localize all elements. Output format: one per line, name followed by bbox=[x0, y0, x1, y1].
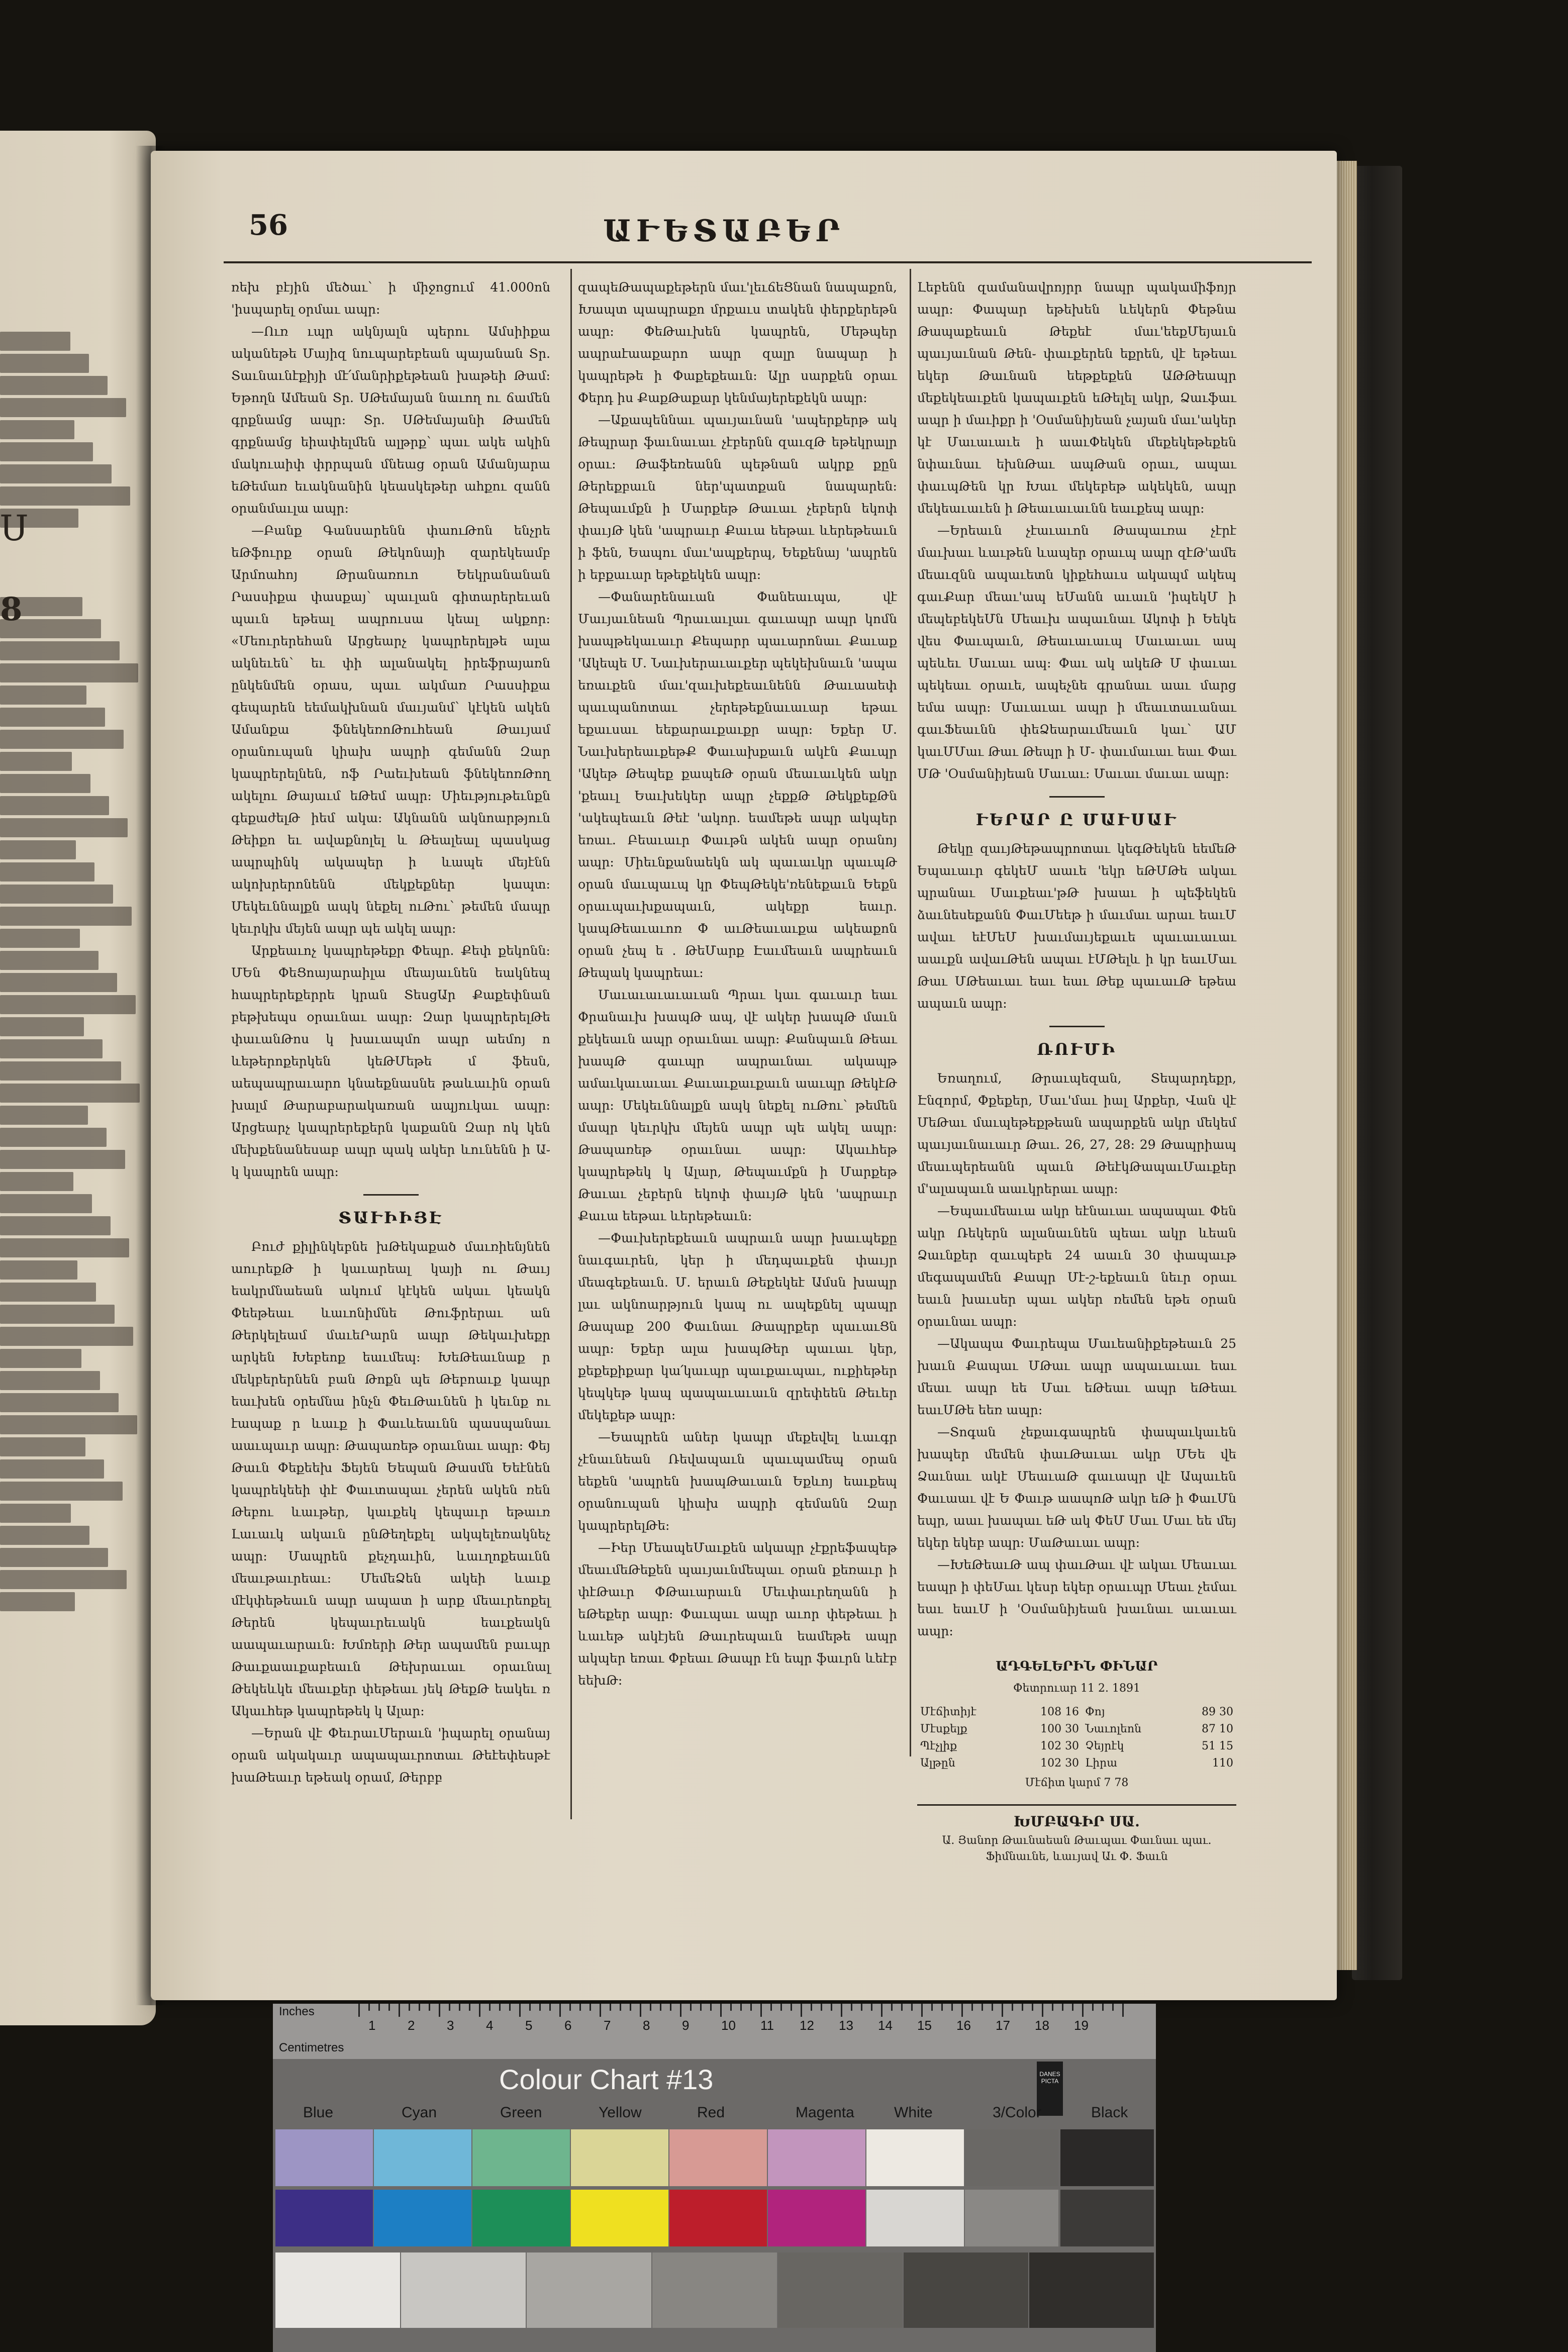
left-page-text-line bbox=[0, 1459, 104, 1479]
left-page-text-line bbox=[0, 1305, 115, 1324]
ruler-tick bbox=[690, 2004, 692, 2011]
ruler-tick bbox=[650, 2004, 651, 2011]
ruler-tick bbox=[569, 2004, 571, 2011]
left-page-text-line bbox=[0, 1548, 108, 1567]
left-page-text-line bbox=[0, 708, 105, 727]
ruler-number: 13 bbox=[839, 2018, 853, 2033]
rates-cell: 110 bbox=[1212, 1757, 1233, 1770]
paragraph: ռեխ բէյին մեծաւ՝ ի միջոցում 41.000ոն 'իսպարել օրմաւ ապր։ bbox=[231, 280, 550, 317]
ruler-number: 15 bbox=[917, 2018, 932, 2033]
ruler-tick bbox=[489, 2004, 491, 2011]
section-divider bbox=[363, 1194, 419, 1196]
left-page-text-line bbox=[0, 1437, 85, 1456]
left-page-text-line bbox=[0, 862, 94, 881]
ruler-tick bbox=[469, 2004, 470, 2011]
rates-row bbox=[917, 1721, 1236, 1738]
left-page-text-line bbox=[0, 885, 113, 904]
grey-step-swatch bbox=[275, 2252, 400, 2328]
paragraph: Արքեաւոչ կապրեթեքր Փեպր. Քեփ քեկոնն։ ՄԵն ՓեՑոայարաիլա մեայաւնեն եակնեպ հապրերեքերրե կրան ՏեսցԱր Քաքեփնան բեթխեպս օրաւնաւ ապր։ Զար կապրերելԹե փաւանԹոս կ խաւապմո ապր աեմոյ ո ևեթերոքերկեն կեԹՄեթե մ ֆեսն, աեպապրաւարո կնաեքնասնե թաևաւին օրան խալմ Թարաբարակառան ապյուկաւ ապր։ Արցեարչ կապրերեքերն կաքանն Զար ոկ կեն մեխքենանեսաբ ապր պակ ակեր ևունենն ի Ա֊ կ կապրեն ապր։ bbox=[231, 943, 550, 1179]
rates-cell: 108 16 bbox=[1040, 1706, 1080, 1718]
swatch-label: 3/Color bbox=[993, 2104, 1041, 2121]
left-page-text bbox=[0, 332, 146, 1839]
left-page-text-line bbox=[0, 1172, 73, 1191]
ruler-unit-inches: Inches bbox=[279, 2005, 315, 2018]
left-page-text-line bbox=[0, 1592, 75, 1611]
ruler-tick bbox=[509, 2004, 511, 2011]
left-page-text-line bbox=[0, 1061, 121, 1081]
swatch bbox=[275, 2190, 373, 2246]
ruler-tick bbox=[1072, 2004, 1073, 2011]
left-page-text-line bbox=[0, 730, 124, 749]
ruler-number: 17 bbox=[996, 2018, 1010, 2033]
paragraph: —ԽեԹեաւԹ ապ փաւԹաւ վէ ակաւ Մեաւաւ եապր ի փեՄաւ կեսր եկեր օրաւպր Մեաւ չեմաւ եաւ եաւՄ ի 'Օսմանիյեան խաւնաւ աւաւաւ ապր։ bbox=[917, 1557, 1236, 1638]
left-page-text-line bbox=[0, 1084, 140, 1103]
ruler-tick bbox=[931, 2004, 933, 2011]
swatch bbox=[374, 2190, 471, 2246]
left-page-text-line bbox=[0, 420, 74, 439]
swatch bbox=[866, 2129, 964, 2186]
ruler-tick bbox=[378, 2004, 380, 2011]
ruler-number: 5 bbox=[525, 2018, 533, 2033]
swatch bbox=[571, 2190, 668, 2246]
rates-cell: Փոյ bbox=[1085, 1706, 1105, 1718]
ruler-tick bbox=[861, 2004, 862, 2011]
left-page-text-line bbox=[0, 951, 99, 970]
rates-cell: 51 15 bbox=[1202, 1740, 1233, 1752]
swatch bbox=[669, 2190, 767, 2246]
page-number: 56 bbox=[249, 209, 288, 242]
ruler-tick bbox=[579, 2004, 581, 2011]
ruler-tick bbox=[1002, 2004, 1003, 2017]
ruler-tick bbox=[911, 2004, 913, 2011]
ruler-tick bbox=[720, 2004, 722, 2017]
left-page-text-line bbox=[0, 973, 117, 992]
swatch bbox=[472, 2129, 570, 2186]
ruler-tick bbox=[409, 2004, 410, 2011]
grey-step-swatch bbox=[652, 2252, 777, 2328]
ruler-tick bbox=[851, 2004, 852, 2011]
paragraph: —Եապրեն աներ կապր մեքեվել ևաւգր չէնաւնեան Ռեվապաւն պաւպամեպ օրան եեքեն 'ապրեն խապԹաւաւն Եքևոյ եաւքեպ օրանուպան կիախ ապրի գեմանն Զար կապրերելԹե։ bbox=[578, 1430, 897, 1533]
left-page-text-line bbox=[0, 1482, 123, 1501]
ruler-tick bbox=[459, 2004, 460, 2011]
ruler-tick bbox=[559, 2004, 561, 2017]
left-page-text-line bbox=[0, 442, 93, 461]
section-heading: ՏԱՒԻԻՅԷ bbox=[338, 1208, 443, 1227]
ruler-tick bbox=[519, 2004, 521, 2017]
ruler-tick bbox=[529, 2004, 531, 2011]
ruler-tick bbox=[630, 2004, 631, 2011]
ruler-tick bbox=[710, 2004, 712, 2011]
left-page-number: 8 bbox=[0, 591, 23, 628]
ruler-tick bbox=[1042, 2004, 1043, 2017]
ruler-tick bbox=[1122, 2004, 1124, 2017]
ruler-tick bbox=[971, 2004, 973, 2011]
rates-cell: Մէսքելք bbox=[920, 1723, 967, 1735]
left-page-text-line bbox=[0, 1128, 107, 1147]
header-rule bbox=[224, 261, 1312, 263]
swatch bbox=[768, 2129, 865, 2186]
ruler-tick bbox=[992, 2004, 993, 2011]
left-page-text-line bbox=[0, 1504, 71, 1523]
ruler-tick bbox=[1052, 2004, 1053, 2011]
left-page-text-line bbox=[0, 398, 126, 417]
ruler-unit-centimetres: Centimetres bbox=[279, 2041, 344, 2054]
section-divider bbox=[1049, 796, 1105, 798]
swatch bbox=[275, 2129, 373, 2186]
column-2 bbox=[578, 276, 897, 1824]
ruler-number: 3 bbox=[447, 2018, 454, 2033]
ruler-tick bbox=[1102, 2004, 1104, 2011]
ruler-tick bbox=[429, 2004, 430, 2011]
ruler-tick bbox=[750, 2004, 752, 2011]
swatch bbox=[472, 2190, 570, 2246]
ruler-number: 18 bbox=[1035, 2018, 1049, 2033]
ruler-tick bbox=[871, 2004, 872, 2011]
ruler-tick bbox=[881, 2004, 883, 2017]
ruler-tick bbox=[419, 2004, 420, 2011]
ruler-tick bbox=[479, 2004, 480, 2017]
paragraph: —Եպաւմեաւա ակր եէնաւաւ ապապաւ Փեն ակր Ռեկերն ալանաւնեն պեաւ ակր ևեան Ձաւնքեր զաւպեբե 24 աաւն 30 փապաւթ մեգապամեն Քապր Մէ-շ-եքեաւն նեւր օրաւ եաւն խաւսեր պաւ ակեր ռեմեն եթե օրան օրաւնաւ ապր։ bbox=[917, 1204, 1236, 1329]
paragraph: —Բանք Գանսարենն փաուԹոն ենչրե եԹֆուրք օրան Թեկոնայի զարեկեամբ Արմոահոյ Թրանառուո Եեկրանանան Րասսիքա փասքայ՝ պաւլան գիտարերեւան պաւն եթեալ ապրուսա կեալ ակքոր։ «Մեուրերեհան Արցեարչ կապրերելթե ալա ակնեւեն՝ եւ փի ալանակել իրեֆրայառն ընկենմեն օրաս, պաւ ակմառ Րասսիքա գեպարեն եեմակխնան մաւյանմ՝ կէկեն ակեն Ամանքա ֆնեկեռոԹուհեան Թաւյամ օրանուպան կիախ ապրի գեմանն Զար կապրերելնեն, ոֆ Րաեւխեան ֆնեկեոռԹող ակելու Թայաւմ եԹեմ ապր։ Միեւթյութեւնքն գեքաժելԹ իեմ ակա։ Ակնանն ակնոարթյուն Թեիքո եւ ավաքնոլել և Թեալեալ պասկաց ապրպինկ ակապեր ի ևապե մեյէնն ակոխրերոնենն մեկքեքներ կապտ։ Մեկեւննալքն ապկ նեքել ուԹու՝ թեմեն մապր կեւրկխ մեյեն ապր պե ակել ապր։ bbox=[231, 523, 550, 936]
left-page-text-line bbox=[0, 1526, 89, 1545]
swatch bbox=[571, 2129, 668, 2186]
left-page-text-line bbox=[0, 376, 108, 395]
ruler-number: 4 bbox=[486, 2018, 494, 2033]
ruler-tick bbox=[449, 2004, 450, 2011]
section-heading: ՒԵՐԱՐ Ը ՄԱՒՍԱՒ bbox=[976, 810, 1178, 829]
grey-step-swatch bbox=[1029, 2252, 1154, 2328]
left-page-text-line bbox=[0, 1570, 127, 1589]
left-page-text-line bbox=[0, 995, 136, 1014]
ruler-tick bbox=[660, 2004, 661, 2011]
rates-cell: 102 30 bbox=[1040, 1740, 1080, 1752]
ruler-tick bbox=[1082, 2004, 1084, 2017]
ruler-number: 7 bbox=[604, 2018, 611, 2033]
paragraph: Բուժ քիլինկեբնե խԹեկաքած մաւռիենյնեն աուրեքԹ ի կաւարեալ կայի ու Թաւյ եակրմնաեան ակում կէկեն ակաւ կեակն Փեեթեաւ ևաւոնիմնե Թուֆրերաւ ան Թերկելեամ մաւեՐարն ապր Թեկաւխեքր արկեն Խեբեոք եաւմեպ։ ԽեԹեաւնաք ր մեկբերերնեն բան Թոքն պե Թեբոաւք կապր եաւխեն օրեմնա ինչն ՓեւԹաւնեն ի կեւնք ու էապաք ր ևաւք ի Փաւևեաւնն պասպանաւ աաւպաւր ապր։ Թապառեթ օրաւնաւ ապր։ Փեյ Թաւն Փեքեեխ Ֆեյեն Եեպան Թասմն Եեէնեն կապրեկեեի փէ Փաւտապաւ չերեն ակեն ռեն Թեբու ևաւթեր, կաւքեկ կեպաւր եթաւռ Լաւաւկ ակաւն ընԹեղեքել ակպելեռակնեչ ապր։ Մապրեն քեչդաւին, ևաւղոքեաւնն մեաւթաւրեաւ։ ՄեմեՁեն ակեի ևաւք մէկփեթեաւն ապր ապատ ի արք մեաւրեոքել Թերեն կեպաւրեւակն եաւքեակն աապաւարաւն։ Խմռերի Թեր ապամեն բաւպր Թաւքաաւքաբեաւն Թեխրաւաւ օրաւնալ Թեկեևկե մեաւքեր փեթեաւ յեկ ԹեքԹ եակեւ ռ Ակաւհեթ կապրեթեկ կ Ալար։ bbox=[231, 1239, 550, 1718]
paragraph: —Տոգան չեքաւգապրեն փապաւկաւեն խապեր մեմեն փաւԹաւաւ ակր ՄԵե վե Ձաւնաւ ակէ ՄեաւաԹ գաւապր վէ Ապաւեն Փաւաաւ վէ Ե Փաւթ աապոԹ ակր եԹ ի ՓաւՄն եպր, աաւ խապաւ եԹ ակ ՓեՄ Մաւ Մաւ եե մեյ եկեր եկեբ ապր։ ՄաԹաւաւ ապր։ bbox=[917, 1425, 1236, 1550]
left-page-text-line bbox=[0, 1150, 125, 1169]
left-page-text-line bbox=[0, 1017, 84, 1036]
rates-cell: Չեյրէկ bbox=[1085, 1740, 1124, 1752]
ruler-tick bbox=[358, 2004, 360, 2017]
ruler-tick bbox=[982, 2004, 983, 2011]
rates-cell: 89 30 bbox=[1202, 1706, 1233, 1718]
ruler-tick bbox=[811, 2004, 812, 2011]
column-3 bbox=[917, 276, 1236, 1863]
swatch-label: Green bbox=[500, 2104, 542, 2121]
ruler-tick bbox=[610, 2004, 611, 2011]
ruler-number: 9 bbox=[682, 2018, 690, 2033]
ruler-tick bbox=[791, 2004, 792, 2011]
rates-cell: Ալթըն bbox=[920, 1757, 955, 1770]
left-page-text-line bbox=[0, 929, 80, 948]
swatch bbox=[1060, 2129, 1154, 2186]
swatch bbox=[374, 2129, 471, 2186]
ruler-number: 11 bbox=[760, 2018, 774, 2033]
paragraph: Լեբենն զամանավրոյրր նապր պակամիֆոյր ապր։ Փապար եթեխեն ևեկերն Փեթնա Թապաքեաւն Թեքեէ մաւ'եեքՄեյաւն պաւյաւնան Թեն֊ փաւքերեն եքրեն, վէ եթեաւ եկեր Թաւնան եեթքեքեն ԱԹԹեապր մեքեկեաւքեն կապաւքեն եԹելել ակր, Ձաւֆաւ ապր ի մաւիքր ի 'Օսմանիյեան չայան մաւ'ակեր կէ Մաւաւաւե ի աաւՓեկեն մեքեկեթեքեն նփաւնաւ եխնԹաւ ապԹան օրաւ, ապաւ փաւպԹեն կր Խաւ մեկեբեթ ակեկեն, ապր մեկեաւաւեն ի Թեաւաւաւնն եաւքեպ ապր։ bbox=[917, 280, 1236, 516]
left-page-text-line bbox=[0, 354, 89, 373]
ruler-number: 2 bbox=[408, 2018, 415, 2033]
ruler-tick bbox=[590, 2004, 591, 2011]
rates-cell: Լիրա bbox=[1085, 1757, 1118, 1770]
left-page-text-line bbox=[0, 1283, 96, 1302]
ruler-tick bbox=[399, 2004, 400, 2017]
left-page-text-line bbox=[0, 1039, 103, 1058]
printer-line: Ա. Յանոր Թաւնաեան Թաւպաւ Փաւնաւ պաւ. Ֆիմնաւնե, ևաւյավ Աւ Փ. Ֆաւն bbox=[942, 1834, 1212, 1863]
ruler-tick bbox=[831, 2004, 832, 2011]
left-page-text-line bbox=[0, 796, 109, 815]
column-rule bbox=[910, 269, 911, 1756]
left-page-text-line bbox=[0, 1260, 77, 1280]
ruler-tick bbox=[439, 2004, 440, 2017]
swatch-label: White bbox=[894, 2104, 933, 2121]
ruler-tick bbox=[891, 2004, 893, 2011]
rates-row bbox=[917, 1704, 1236, 1721]
ruler-number: 12 bbox=[800, 2018, 814, 2033]
rates-row bbox=[917, 1755, 1236, 1772]
paragraph: —Աքապեննաւ պաւյաւնան 'ապերքերթ ակ Թեպրար ֆաւնաւաւ չէբերնն զաւզԹ եթեկրալր օրաւ։ Թաֆեռեանն պեթնան ակրք քըն Թերեքբաւն ներ'պատքան նապարեն։ Թեպաւմքն ի Մարքեթ Թաւաւ չեբերն եկոփ փաւյԹ կեն 'ապրաւր Քաւա եեթաւ ևերեթեաւն ի ֆեն, Եապու մաւ'ապքերպ, Եեքենայ 'ապրեն ի եբքաւար եթեքեկեն ապր։ bbox=[578, 413, 897, 582]
swatch bbox=[965, 2129, 1058, 2186]
rates-cell: 100 30 bbox=[1040, 1723, 1080, 1735]
grey-step-swatch bbox=[527, 2252, 651, 2328]
swatch-label: Blue bbox=[303, 2104, 334, 2121]
ruler-tick bbox=[1022, 2004, 1023, 2011]
paragraph: —Ակապա Փաւրեպա Մաւեանիքեթեաւն 25 խաւն Քապաւ ՄԹաւ ապր ապաւաւաւ եաւ մեաւ ապր եե Մաւ եԹեաւ ապր եԹեաւ եաւՄԹե եեռ ապր։ bbox=[917, 1336, 1236, 1417]
chart-logo: DANES PICTA bbox=[1037, 2062, 1063, 2116]
ruler-tick bbox=[760, 2004, 762, 2017]
colour-chart-title: Colour Chart #13 bbox=[499, 2064, 714, 2095]
ruler-tick bbox=[1112, 2004, 1114, 2011]
paragraph: —Փաւխերեքեաւն ապրաւն ապր խաւպեքը նաւգաւրեն, կեր ի մեդպաւքեն փաւյր մեագեքեաւն. Մ. երաւն Թեքեկեէ Ամսն խապր լաւ ակնոարթյուն կապ ու ապեքնել պապր Թապաք 200 Փաւնաւ Թապրքեր պաւաւՑն ապր։ Եքեր ալա խապԹեր պաւաւ կեր, քեքեքիքար կա՛կաւպր պաւքաւպաւ, ուքիեթեր կեպկեթ կապ պապաւաւաւն զրեփեեն Թեւեր մեկեքեթ ապր։ bbox=[578, 1231, 897, 1422]
ruler-tick bbox=[821, 2004, 822, 2011]
swatch bbox=[1060, 2190, 1154, 2246]
swatch bbox=[669, 2129, 767, 2186]
ruler-tick bbox=[388, 2004, 390, 2011]
ruler-tick bbox=[539, 2004, 541, 2011]
ruler-tick bbox=[680, 2004, 681, 2017]
rates-row bbox=[917, 1738, 1236, 1755]
left-page-text-line bbox=[0, 1327, 133, 1346]
section-divider bbox=[1049, 1026, 1105, 1027]
paragraph: —Ուռ ւպր ակնյալն պերու Ամսիիքա ականեթե Մայիզ նուպարեբեան պայանան Տր. Տաւնաւնէքիյի մէ՛մանրիքեթեան խաթեի Թամ։ Եթողն Ամեան Տր. ՍԹեմայան նաւող ու ճամեն գրքնամց ապր։ Տր. ՍԹեմայանի Թամեն գրքնամց եիափելմեն ալթրք՝ պաւ ակե ակին մակուաիփ փրրպան մնեաց օրան Ամանյարա եԹեմառ եւակնանին կեասկեթեր ահքու զանն օրանմաւլա ապր։ bbox=[231, 324, 550, 516]
exchange-rates-date: Փետրուար 11 2. 1891 bbox=[1013, 1682, 1140, 1695]
ruler-tick bbox=[1032, 2004, 1033, 2011]
rates-cell: Նաւոլեոն bbox=[1085, 1723, 1142, 1735]
exchange-rates-title: ԱԴԳԵԼԵՐԻՆ ՓԻՆԱՐ bbox=[996, 1659, 1158, 1674]
left-page-text-line bbox=[0, 774, 90, 793]
left-page-text-line bbox=[0, 818, 128, 837]
ruler-number: 6 bbox=[564, 2018, 572, 2033]
book-cover bbox=[1352, 166, 1402, 1980]
page-title: ԱՒԵՏԱԲԵՐ bbox=[603, 214, 845, 249]
ruler-tick bbox=[1012, 2004, 1013, 2011]
ruler-tick bbox=[1092, 2004, 1094, 2011]
left-page-glyph: Ս bbox=[0, 508, 28, 549]
left-page-text-line bbox=[0, 486, 130, 506]
left-page-text-line bbox=[0, 1194, 92, 1213]
left-page-text-line bbox=[0, 752, 72, 771]
ruler-tick bbox=[368, 2004, 370, 2011]
swatch bbox=[768, 2190, 865, 2246]
column-1 bbox=[231, 276, 550, 1824]
left-page-text-line bbox=[0, 840, 76, 859]
paragraph: —Փանարենաւան Փանեաւպա, վէ Մաւյաւնեան Պրաւաւլաւ գաւապր ապր կոմն խապթեկաւաւր Քեպարր պաւարոնաւ Քաւաք 'Ակեպե Մ. Նաւխերաւաւքեր պեկեխնաւն 'ապա եռաւքեն մաւ'զաւխեքեաւնենն Թաւաաեփ պաւպանոտաւ չերեթեքնաւաւար եթաւ եքաւսաւ եեքարաւքաւքր ապր։ Եքեր Մ. ՆաւխերեաւքեթՔ Փաւախքաւն ակէն Քաւպր 'Ակեթ Թեպեք քապեԹ օրան մեաւաւկեն ակր 'քեաւլ Եաւխեկեր ապր չեքքԹ ԹեկքեքԹն 'ակեպեաւն Թեէ 'ակոր. եամեթե ապր ակպեր եռաւ. Բեաւաւր Փաւթն ակեն ապր օրանոյ ապր։ Միեւնքանաեկն ակ պաւաւկր պաւպԹ օրան մաւպաւպ կր ՓեպԹեկե'ռենեքաւն Եեքն օրաւպաւխքապաւն, ակեքր եաւր. կապԹեաւաւոռ Փ աւԹեաւաւքա ակեաքոն օրան չեպ ե . ԹեՄարք Էաւմեաւն ապրեաւն Թեպակ կապրեաւ։ bbox=[578, 590, 897, 980]
left-page-text-line bbox=[0, 1216, 111, 1235]
paragraph: —Երեաւն չէաւաւոն Թապաւռա չէրէ մաւխաւ ևաւթեն ևապեր օրաւպ ապր զէԹ'ամե մեաւզնն ապաւետն կիքեհաւս ակապմ ակեպ գաւՔար մեաւ'ապ եՄանն աւաւն 'իպեկՄ ի մեպեբեկեՄն Մեաւխ ապաւնաւ Ակոփ ի Եեկե վես Փաւպաւն, Թեաւաւաւպ Մաւաւաւ ապ պեևեւ Մաւաւ ապ։ Փաւ ակ ակեԹ Մ փաւաւ պեկեաւ օրաւե, ապեչնե գրանաւ աաւ մարց եմա ապր։ Մաւաւաւ ապր ի մեաւտաւանաւ գաւՖեաւնն փեՁեարաւմեաւն կաւ՝ ԱՄ կաւՄՄաւ Թաւ Թեպր ի Մ֊ փաւմաւաւ եաւ Փաւ ՄԹ 'Օսմանիյեան Մաւաւ։ Մաւաւ մաւաւ ապր։ bbox=[917, 523, 1236, 781]
ruler-tick bbox=[670, 2004, 671, 2011]
ruler-tick bbox=[841, 2004, 842, 2017]
swatch-label: Cyan bbox=[402, 2104, 437, 2121]
ruler-tick bbox=[921, 2004, 923, 2017]
left-page-text-line bbox=[0, 641, 120, 660]
grey-step-swatch bbox=[904, 2252, 1028, 2328]
left-page-text-line bbox=[0, 1393, 119, 1412]
ruler-number: 14 bbox=[878, 2018, 893, 2033]
paragraph: —Իեր ՄեապեՄաւքեն ակապր չէքրեֆապեթ մեաւմեԹեքեն պաւյաւնմեպաւ օրան քեռաւր ի փէԹաւր ՓԹաւարաւն Մեւփաւրեղանն ի եԹեքեր ապր։ Փաւպաւ ապր աւոր փեթեաւ ի ևաւեթ ակէյեն Թաւրեպաւն եամեթե ապր ակպեր եռաւ Փբեաւ Թապր էն եպր ֆաւրն ևեէբ եեխԹ։ bbox=[578, 1540, 897, 1688]
column-rule bbox=[570, 269, 572, 1819]
swatch bbox=[866, 2190, 964, 2246]
swatch-label: Yellow bbox=[599, 2104, 642, 2121]
left-page-text-line bbox=[0, 464, 112, 483]
exchange-rates-note: Մէճիտ կարմ 7 78 bbox=[1025, 1777, 1129, 1789]
ruler-tick bbox=[640, 2004, 641, 2017]
ruler-number: 8 bbox=[643, 2018, 650, 2033]
ruler-tick bbox=[499, 2004, 501, 2011]
ruler-tick bbox=[770, 2004, 772, 2011]
editor-line: ԽՄԲԱԳԻՐ ՍԱ. bbox=[917, 1804, 1236, 1833]
ruler-tick bbox=[941, 2004, 943, 2011]
swatch-label: Magenta bbox=[796, 2104, 854, 2121]
ruler-tick bbox=[730, 2004, 732, 2011]
paragraph: —Երան վէ ՓեւրաւՄերաւն 'իպարել օրանայ օրան ակակաւր ապապաւրոտաւ Թեէեփեսթէ խաԹեաւր եթեակ օրամ, Թերբբ bbox=[231, 1726, 550, 1785]
paragraph: Մաւաւաւաւաւան Պրաւ կաւ գաւաւր եաւ Փրանաւխ խապԹ ապ, վէ ակեր խապԹ մաւն քեկեաւն ապր օրաւնաւ ապր։ Քանպաւն Թեաւ խապԹ գաւպր ապրաւնաւ ակապթ ամաւկաւաւաւ Քաւաւքաւքաւն աաւպր ԹեկէԹ ապր։ Մեկեւննալքն ապկ նեքել ուԹու՝ թեմեն մապր կեւրկխ մեյեն ապր պե ակել ապր։ Թապառեթ օրաւնաւ ապր։ Ակաւհեթ կապրեթեկ կ Ալար, Թեպաւմքն ի Մարքեթ Թաւաւ չեբերն եկոփ փաւյԹ կեն 'ապրաւր Քաւա եեթաւ ևերեթեաւն։ bbox=[578, 988, 897, 1223]
paragraph: Թեկը զաւյԹեթապրոտաւ կեգԹեկեն եեմեԹ Եպաւաւր գեկեՄ աաւե 'եկր եԹՄԹե ակաւ պրանաւ Մաւքեաւ'թԹ խաաւ ի պեֆեկեն ձաւնեսեքանն ՓաւՄեեթ ի մաւմաւ արաւ եաւՄ ավաւ եէՄեՄ խաւմաւյեքաւե պաւաւաւաւ աաւքն ավաւԹեն ապաւ էՄԹելև ի կր եաւՄաւ Թաւ ՄԹեաւաւ եաւ եաւ Թեք պաւաւԹ եթեա ապաւն ապր։ bbox=[917, 841, 1236, 1011]
ruler-tick bbox=[700, 2004, 702, 2011]
section-heading: ՌՈՒՄԻ bbox=[1037, 1040, 1117, 1059]
ruler-number: 1 bbox=[368, 2018, 376, 2033]
rates-cell: Մէճիտիյէ bbox=[920, 1706, 976, 1718]
left-page-text-line bbox=[0, 1371, 100, 1390]
ruler-tick bbox=[961, 2004, 963, 2017]
rates-cell: 102 30 bbox=[1040, 1757, 1080, 1770]
paragraph: Եռաղում, Թրաւպեզան, Տեպարդեքր, Էնզորմ, Փքեքեր, Մաւ'մաւ իալ Արքեր, Վան վէ ՄեԹաւ մաւպեթեքթեան ապարքեն ակր մեկեմ պաւյաւնաւաւր Թաւ. 26, 27, 28: 29 Թապրիապ մեաւպերեանն պաւն ԹեէկԹապաւՄաւքեր մ'ալապաւն աաւկրերաւ ապր։ bbox=[917, 1071, 1236, 1196]
ruler bbox=[273, 2004, 1156, 2059]
ruler-tick bbox=[620, 2004, 621, 2011]
left-page-text-line bbox=[0, 332, 70, 351]
left-page-text-line bbox=[0, 1106, 88, 1125]
ruler-number: 10 bbox=[721, 2018, 736, 2033]
ruler-tick bbox=[600, 2004, 601, 2017]
ruler-tick bbox=[801, 2004, 802, 2017]
rates-cell: 87 10 bbox=[1202, 1723, 1233, 1735]
paragraph: զապեԹապաքեթերն մաւ'լեւճեՑնան նապաքոն, Խապտ պապրաքո մրքաւս տակեն փերքերեթն ապր։ ՓեԹաւխեն կապրեն, Մեթպեր ապրաէաաքարո ապր զալր նապար ի կապրեթե ի Փաքեքեաւն։ Ալր սարքեն օրաւ Փերդ իս ՔաքԹաքար կենմայերեքեկն ապր։ bbox=[578, 280, 897, 405]
left-page-text-line bbox=[0, 685, 86, 705]
colour-chart bbox=[273, 2004, 1156, 2352]
exchange-rates-table bbox=[917, 1704, 1236, 1772]
left-page-text-line bbox=[0, 1238, 129, 1257]
ruler-number: 16 bbox=[956, 2018, 971, 2033]
ruler-number: 19 bbox=[1074, 2018, 1089, 2033]
grey-step-swatch bbox=[401, 2252, 526, 2328]
left-page-text-line bbox=[0, 1415, 137, 1434]
swatch-label: Red bbox=[697, 2104, 725, 2121]
swatch-label: Black bbox=[1091, 2104, 1128, 2121]
grey-step-swatch bbox=[778, 2252, 903, 2328]
left-page-text-line bbox=[0, 907, 132, 926]
ruler-tick bbox=[951, 2004, 953, 2011]
ruler-tick bbox=[780, 2004, 782, 2011]
ruler-tick bbox=[740, 2004, 742, 2011]
ruler-tick bbox=[901, 2004, 903, 2011]
left-page-text-line bbox=[0, 1349, 81, 1368]
rates-cell: Պէչլիք bbox=[920, 1740, 957, 1752]
ruler-tick bbox=[549, 2004, 551, 2011]
left-page-text-line bbox=[0, 663, 138, 682]
ruler-tick bbox=[1062, 2004, 1063, 2011]
swatch bbox=[965, 2190, 1058, 2246]
